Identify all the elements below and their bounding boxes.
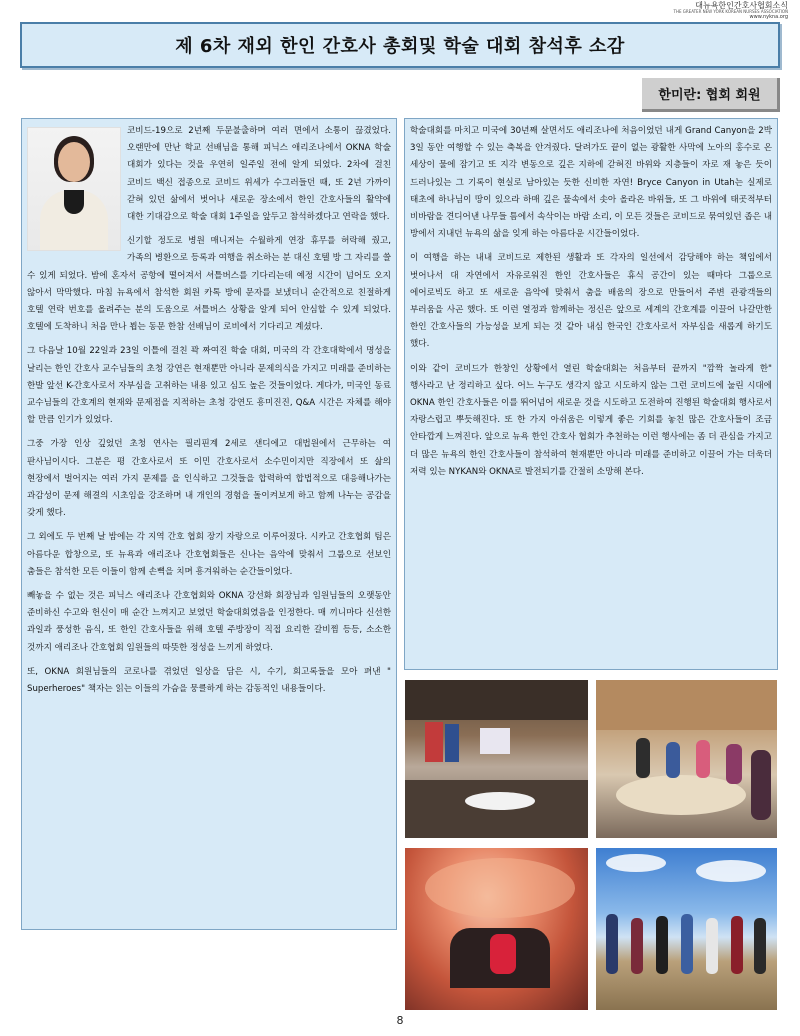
flag-shape	[445, 724, 459, 762]
article-title-bar	[20, 22, 780, 68]
left-paragraph: 신기할 정도로 병원 매니저는 수월하게 연장 휴무를 허락해 줬고, 가족의 병환으로 등록과 여행을 취소하는 분 대신 호텔 방 그 자리를 쓸 수 있게 되었다. 밤에 혼자서 공항에 떨어져서 셔틀버스를 기다리는데 예정 시간이 넘어도 오지 않아서 막막했다. 마침 뉴욕에서 참석한 회원 카톡 방에 문자를 보냈더니 순간적으로 친절하게 호텔 연락 번호를 올려주는 분의 도움으로 셔틀버스 상황을 알게 되어 안심할 수 있게 되었다. 호텔에 도착하니 처음 만나 뵙는 동문 한참 선배님이 로비에서 기다리고 계셨다.	[27, 236, 391, 333]
table-shape	[465, 792, 535, 810]
person-shape	[696, 740, 710, 778]
person-shape	[656, 916, 668, 974]
left-paragraph: 코비드-19으로 2년째 두문불출하며 여러 면에서 소통이 끊겼었다. 오랜만에 만난 학교 선배님을 통해 피닉스 애리조나에서 OKNA 학술 대회가 있다는 것을 우연히 일주일 전에 알게 되었다. 2차에 걸친 코비드 백신 접종으로 코비드 위세가 수그러들던 때, 또 2년 가까이 갇혀 있던 삶에서 벗어나 새로운 장소에서 한인 간호사들의 활약에 대한 기대감으로 학술 대회 1주일을 앞두고 참석하겠다고 연락을 했다.	[127, 126, 391, 223]
article-title: 제 6차 재외 한인 간호사 총회및 학술 대회 참석후 소감	[175, 36, 625, 57]
person-shape	[751, 750, 771, 820]
portrait-collar	[64, 190, 84, 214]
page-number: 8	[396, 1014, 404, 1027]
person-shape	[631, 918, 643, 974]
antelope-canyon-group-photo	[405, 848, 588, 1010]
right-column	[404, 118, 778, 670]
masthead-english: THE GREATER NEW YORK KOREAN NURSES ASSOCIATION	[673, 9, 788, 15]
person-shape	[706, 918, 718, 974]
ceiling-shape	[405, 680, 588, 720]
right-paragraph: 학술대회를 마치고 미국에 30년째 살면서도 애리조나에 처음이었던 내게 Grand Canyon을 2박 3일 동안 여행할 수 있는 축복을 안겨줬다. 달려가도 끝이 없는 광활한 사막에 노아의 홍수로 온 세상이 물에 잠기고 또 지각 변동으로 깊은 지하에 갇혀진 바위와 지층들이 자로 재 놓은 듯이 드러나있는 그 기록이 현실로 남아있는 듯한 신비한 자연! Bryce Canyon in Utah는 실제로 태초에 하나님이 땅이 있으라 하매 깊은 물속에서 솟아 올라온 바위들, 또 그 바위에 태곳적부터 비바람을 견디어낸 나무들 틈에서 속삭이는 바람 소리, 이 모든 것들은 코비드로 묶여있던 좁은 내 방에서 지내던 뉴욕의 삶을 잊게 하는 아름다운 시간들이었다.	[410, 126, 773, 240]
flag-shape	[425, 722, 443, 762]
left-paragraph: 또, OKNA 회원님들의 코로나를 겪었던 일상을 담은 시, 수기, 회고록들을 모아 펴낸 " Superheroes" 책자는 읽는 이들의 가슴을 뭉클하게 하는 감동적인 내용들이다.	[27, 666, 391, 695]
left-paragraph: 빼놓을 수 없는 것은 피닉스 애리조나 간호협회와 OKNA 강선화 회장님과 임원님들의 오랫동안 준비하신 수고와 헌신이 매 순간 느껴지고 보였던 학술대회였음을 인정한다. 매 끼니마다 신선한 과일과 풍성한 음식, 또 한인 간호사들을 위해 호텔 주방장이 직접 요리한 갈비찜 등등, 소소한 것까지 애리조나 간호협회 임원들의 따뜻한 정성을 느끼게 하였다.	[27, 591, 391, 653]
wall-shape	[596, 680, 777, 730]
portrait-face	[58, 142, 90, 182]
left-paragraph: 그 다음날 10월 22일과 23일 이틀에 걸친 꽉 짜여진 학술 대회, 미국의 각 간호대학에서 명성을 날리는 한인 간호사 교수님들의 초청 강연은 현재뿐만 아니라 문제의식을 가지고 미래를 준비하는 한발 앞선 K-간호사로서 자부심을 고취하는 내용 있고 심도 높은 것들이었다. 게다가, 미국인 동료 교수님들의 간호계의 현재와 문제점을 지적하는 초청 강연도 흥미진진, Q&A 시간은 자체를 해야 할 만큼 인기가 있었다.	[27, 346, 391, 426]
left-column	[21, 118, 397, 930]
conference-hall-photo	[405, 680, 588, 838]
right-paragraph: 이 여행을 하는 내내 코비드로 제한된 생활과 또 각자의 일선에서 감당해야 하는 책임에서 벗어나서 대 자연에서 자유로워진 한인 간호사들은 휴식 공간이 있는 때마다 그룹으로 에어로빅도 하고 또 새로운 음악에 맞춰서 춤을 배움의 장으로 만들어서 주변 관광객들의 부러움을 사곤 했다. 또 이런 열정과 함께하는 정신은 앞으로 세계의 간호계를 이끌어 나갈만한 한인 간호사들의 가능성을 보게 되는 것 같아 내심 한국인 간호사로서 자부심을 새롭게 하기도 했다.	[410, 253, 772, 350]
newsletter-masthead	[648, 2, 788, 20]
canyon-light-shape	[425, 858, 575, 918]
person-shape	[754, 918, 766, 974]
author-byline: 한미란: 협회 회원	[642, 78, 780, 112]
person-shape	[731, 916, 743, 974]
cloud-shape	[696, 860, 766, 882]
masthead-url: www.nykna.org	[749, 13, 788, 20]
author-portrait-photo	[27, 127, 121, 251]
red-jacket-shape	[490, 934, 516, 974]
left-paragraph: 그중 가장 인상 깊었던 초청 연사는 필리핀계 2세로 샌디에고 대법원에서 근무하는 여 판사님이시다. 그분은 평 간호사로서 또 이민 간호사로서 소수민이지만 직장에서 또 삶의 현장에서 벌어지는 여러 가지 문제를 을 인식하고 그것들을 합력하여 합법적으로 대응해나가는 과감성이 문제 해결의 시초임을 강조하며 내 개인의 경험을 돌이켜보게 하고 함께 나누는 공감을 갖게 했다.	[27, 439, 391, 519]
person-shape	[666, 742, 680, 778]
masthead-korean: 대뉴욕한인간호사협회소식	[695, 1, 788, 10]
cloud-shape	[606, 854, 666, 872]
projection-screen-shape	[480, 728, 510, 754]
person-shape	[726, 744, 742, 784]
person-shape	[606, 914, 618, 974]
person-shape	[636, 738, 650, 778]
right-paragraph: 이와 같이 코비드가 한창인 상황에서 열린 학술대회는 처음부터 끝까지 "깜짝 놀라게 한" 행사라고 난 정리하고 싶다. 어느 누구도 생각지 않고 시도하지 않는 그런 코비드에 눌린 시대에 OKNA 한인 간호사들은 이를 뛰어넘어 새로운 것을 시도하고 도전하여 진행된 학술대회 행사로서 자랑스럽고 뿌듯해진다. 또 한 가지 아쉬움은 이렇게 좋은 기회를 놓친 많은 간호사들이 조금 안타깝게 느껴진다. 앞으로 뉴욕 한인 간호사 협회가 추천하는 이런 행사에는 좀 더 관심을 가지고 더 많은 뉴욕의 한인 간호사들이 참석하여 현재뿐만 아니라 미래를 준비하고 이끌어 가는 더욱더 저력 있는 NYKAN와 OKNA로 발전되기를 간절히 소망해 본다.	[410, 363, 773, 477]
table-group-photo	[596, 680, 777, 838]
person-shape	[681, 914, 693, 974]
left-paragraph: 그 외에도 두 번째 날 밤에는 각 지역 간호 협회 장기 자랑으로 이루어졌다. 시카고 간호협회 팀은 아름다운 합창으로, 또 뉴욕과 애리조나 간호협회들은 신나는 음악에 맞춰서 그룹으로 선보인 춤들은 참석한 모든 이들이 함께 손뼉을 치며 흥겨워하는 순간들이었다.	[27, 532, 391, 577]
outdoor-group-photo	[596, 848, 777, 1010]
